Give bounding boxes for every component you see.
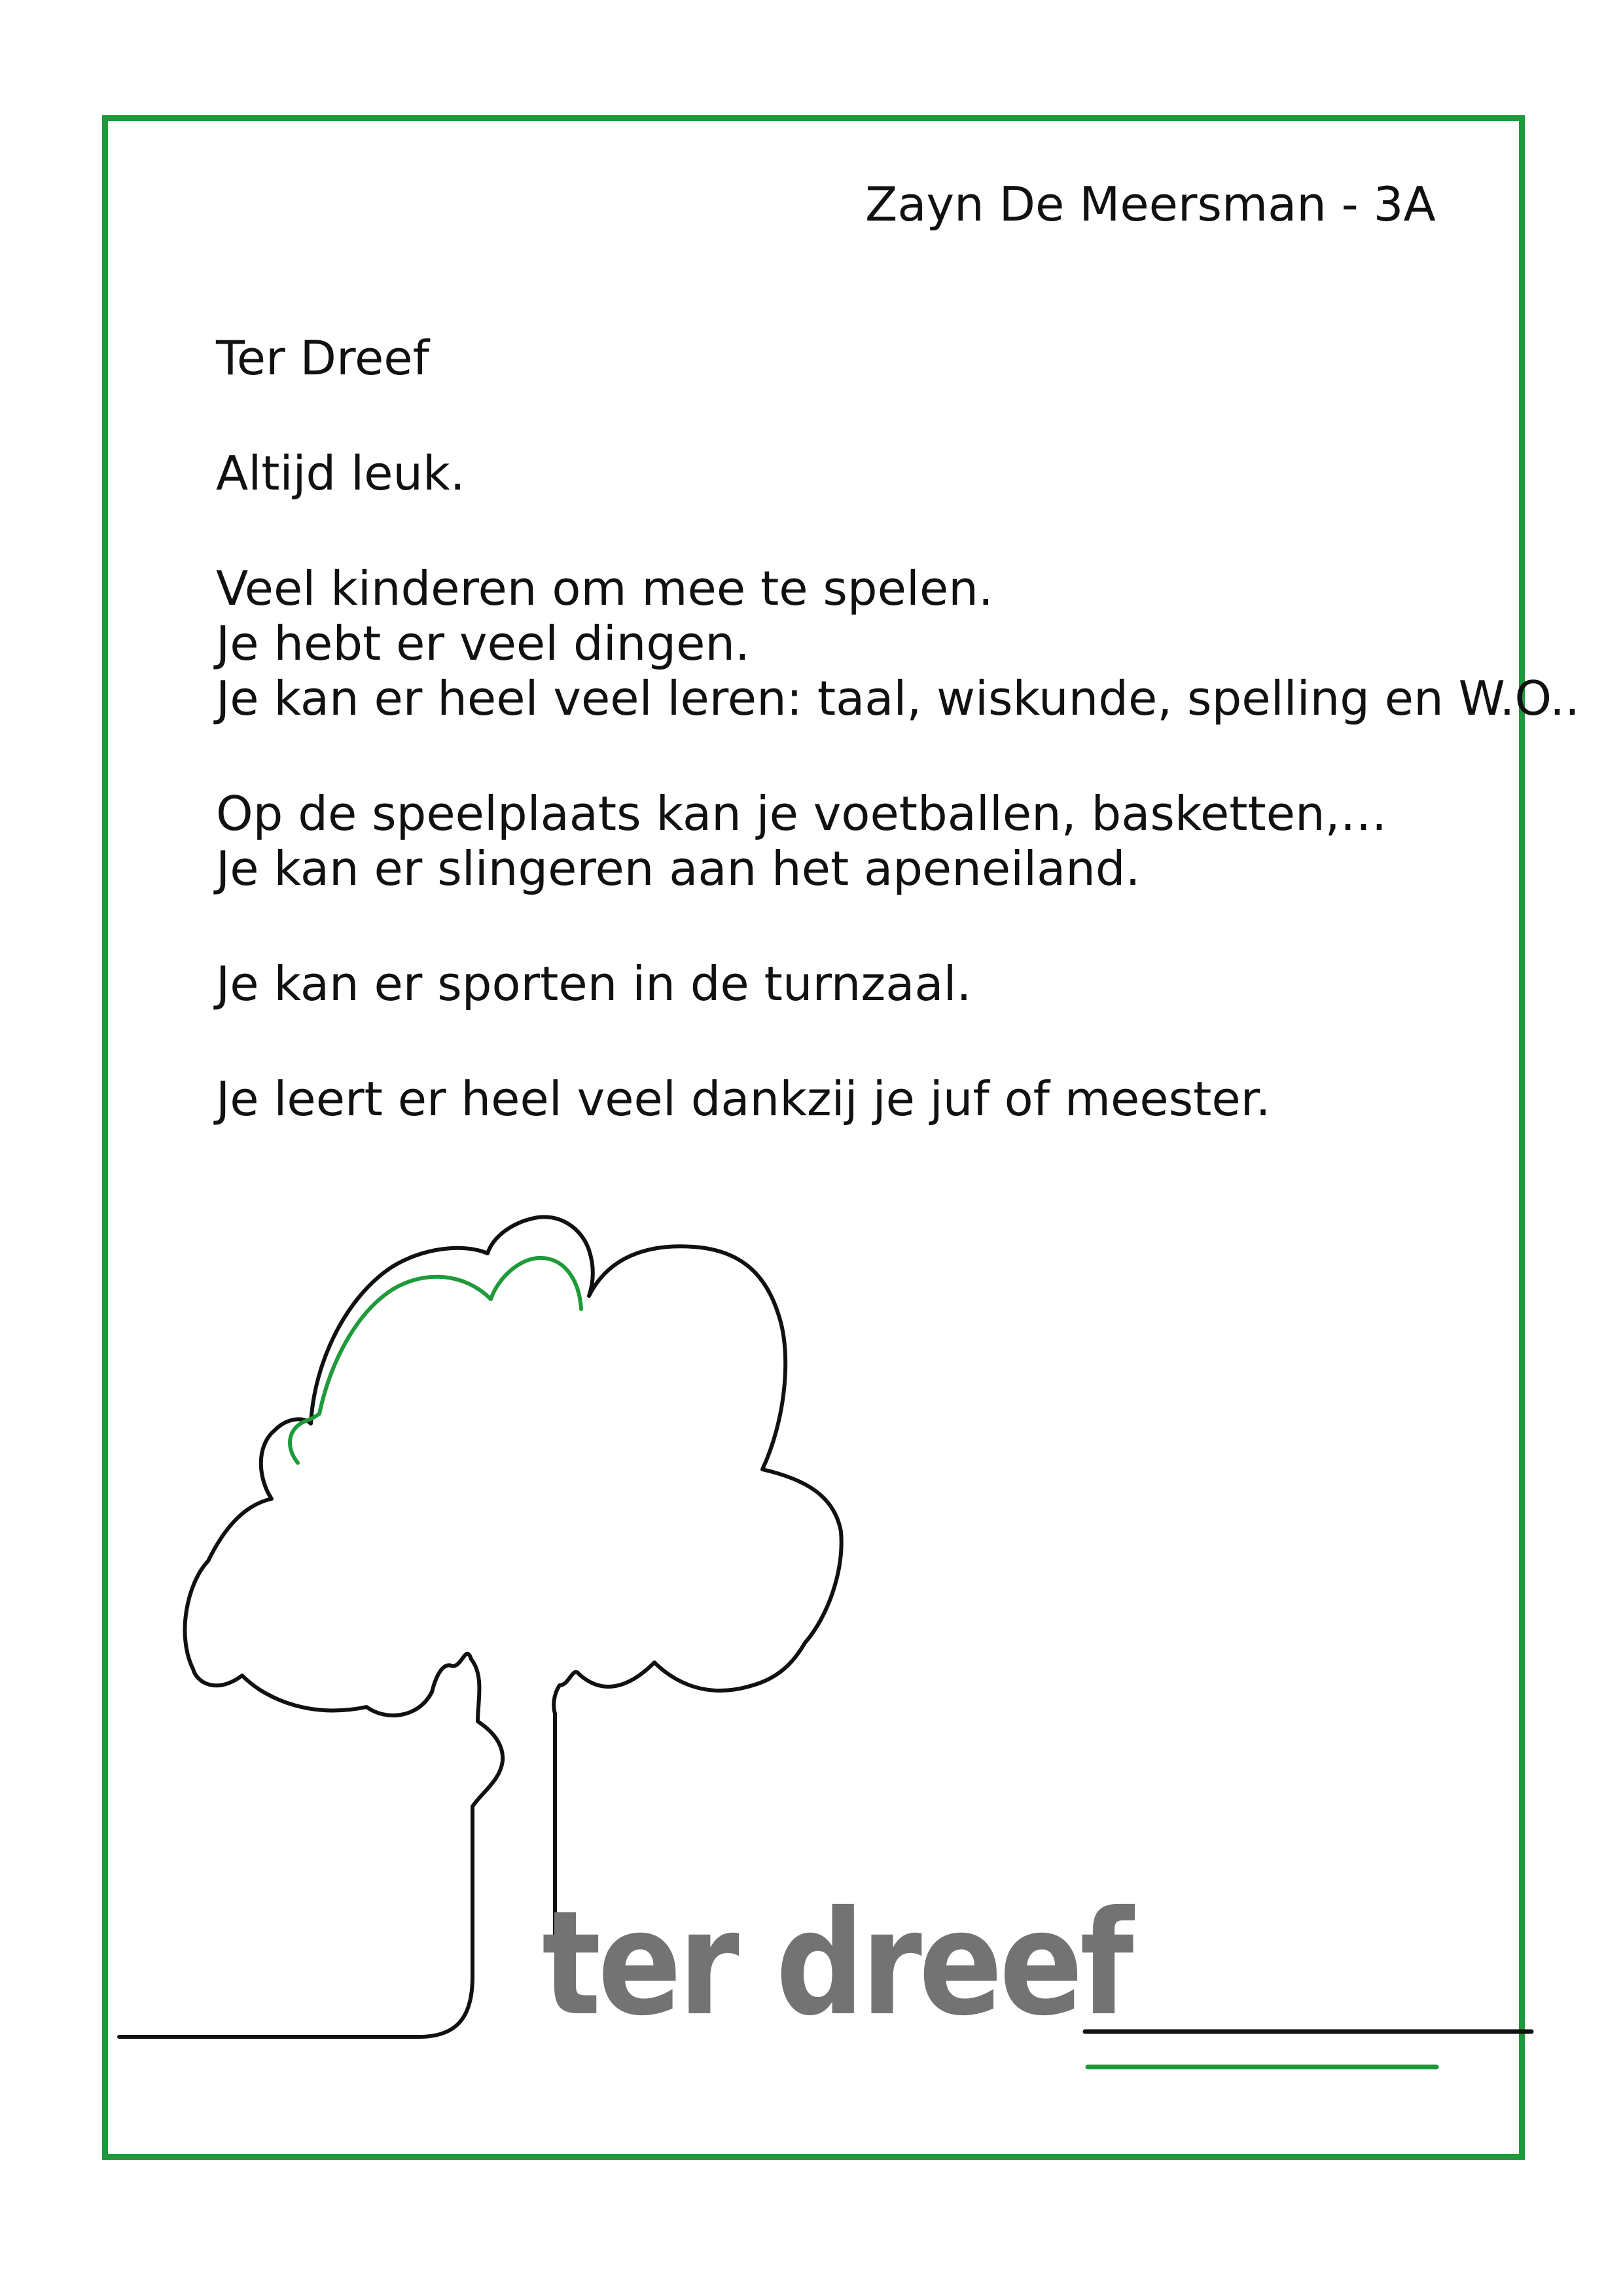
author-name: Zayn De Meersman - 3A (865, 177, 1436, 232)
text-line: Je leert er heel veel dankzij je juf of meester. (216, 1071, 1271, 1126)
text-line: Je kan er heel veel leren: taal, wiskunde, spelling en W.O.. (216, 671, 1580, 726)
text-line: Altijd leuk. (216, 446, 465, 501)
tree-highlight (290, 1258, 581, 1463)
text-line: Je hebt er veel dingen. (216, 616, 750, 671)
text-line: Je kan er slingeren aan het apeneiland. (216, 841, 1141, 896)
ter-dreef-logo: ter dreef (542, 1880, 1131, 2047)
text-line: Je kan er sporten in de turnzaal. (216, 956, 972, 1011)
document-title: Ter Dreef (216, 331, 429, 386)
text-line: Veel kinderen om mee te spelen. (216, 561, 993, 616)
text-line: Op de speelplaats kan je voetballen, basketten,… (216, 786, 1387, 841)
